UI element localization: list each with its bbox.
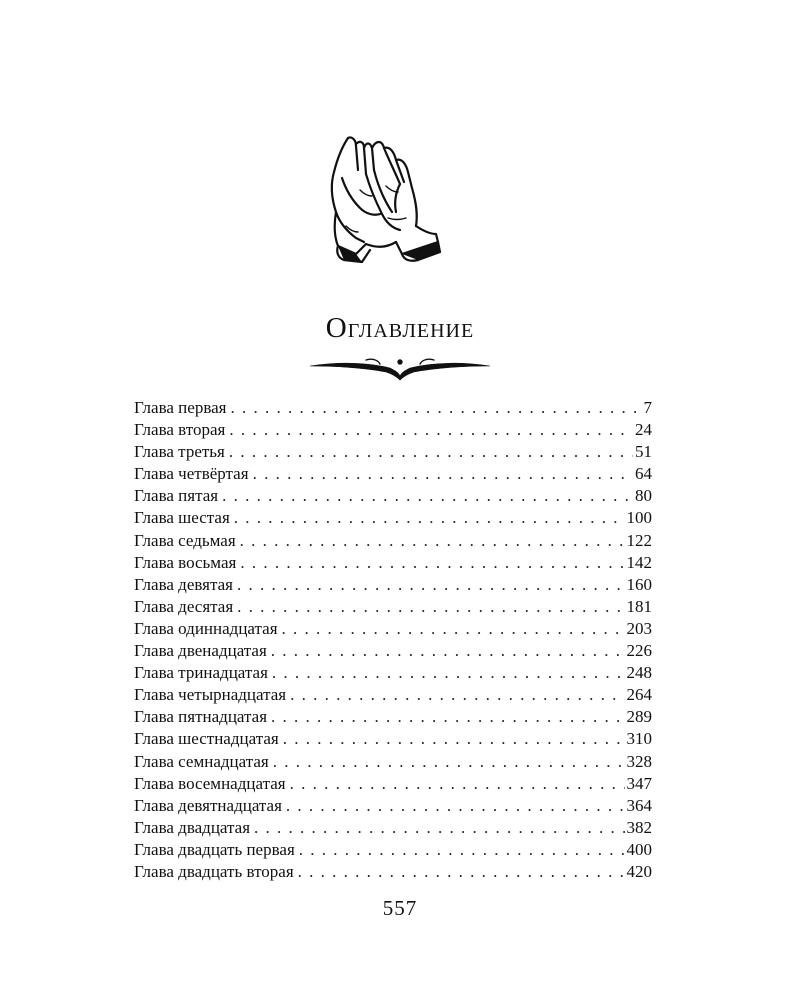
toc-entry-label: Глава девятая xyxy=(134,574,233,594)
toc-entry-page: 80 xyxy=(635,486,652,506)
page-title: Оглавление xyxy=(325,312,475,344)
toc-entry-label: Глава двадцать первая xyxy=(134,839,295,859)
toc-entry-page: 51 xyxy=(635,442,652,462)
toc-entry[interactable] xyxy=(134,485,652,507)
dot-leader xyxy=(254,817,624,839)
dot-leader xyxy=(234,507,625,529)
toc-entry-label: Глава шестнадцатая xyxy=(134,729,279,749)
toc-entry-page: 310 xyxy=(626,729,652,749)
toc-entry[interactable] xyxy=(134,817,652,839)
toc-entry[interactable] xyxy=(134,419,652,441)
dot-leader xyxy=(271,706,624,728)
dot-leader xyxy=(229,441,633,463)
toc-entry-label: Глава шестая xyxy=(134,508,230,528)
toc-entry[interactable] xyxy=(134,728,652,750)
toc-entry-page: 100 xyxy=(626,508,652,528)
toc-entry[interactable] xyxy=(134,861,652,883)
toc-entry-page: 226 xyxy=(626,641,652,661)
praying-hands-icon xyxy=(326,130,444,270)
table-of-contents xyxy=(134,397,652,883)
toc-entry-page: 382 xyxy=(626,817,652,837)
toc-entry-label: Глава восемнадцатая xyxy=(134,773,286,793)
toc-entry[interactable] xyxy=(134,662,652,684)
toc-entry[interactable] xyxy=(134,596,652,618)
toc-entry[interactable] xyxy=(134,640,652,662)
toc-entry-page: 289 xyxy=(626,707,652,727)
dot-leader xyxy=(290,684,624,706)
toc-entry-page: 122 xyxy=(626,530,652,550)
toc-entry-label: Глава пятнадцатая xyxy=(134,707,268,727)
toc-entry[interactable] xyxy=(134,706,652,728)
ornament-divider xyxy=(306,356,494,382)
dot-leader xyxy=(231,397,642,419)
toc-entry-page: 181 xyxy=(626,596,652,616)
toc-entry-label: Глава одиннадцатая xyxy=(134,618,278,638)
toc-entry-page: 420 xyxy=(626,861,652,881)
toc-entry-label: Глава девятнадцатая xyxy=(134,795,282,815)
toc-entry-page: 328 xyxy=(626,751,652,771)
toc-entry-label: Глава вторая xyxy=(134,420,226,440)
toc-entry[interactable] xyxy=(134,552,652,574)
dot-leader xyxy=(229,419,633,441)
toc-entry[interactable] xyxy=(134,773,652,795)
toc-entry-label: Глава первая xyxy=(134,398,227,417)
toc-entry-label: Глава пятая xyxy=(134,486,219,506)
toc-entry[interactable] xyxy=(134,530,652,552)
toc-entry-page: 264 xyxy=(626,685,652,705)
toc-entry[interactable] xyxy=(134,507,652,529)
dot-leader xyxy=(273,751,625,773)
toc-entry-page: 64 xyxy=(635,464,652,484)
page-number: 557 xyxy=(382,896,418,920)
toc-entry-page: 248 xyxy=(626,663,652,683)
toc-entry-page: 160 xyxy=(626,574,652,594)
dot-leader xyxy=(237,574,625,596)
dot-leader xyxy=(283,728,625,750)
toc-entry[interactable] xyxy=(134,795,652,817)
dot-leader xyxy=(272,662,625,684)
toc-entry-page: 347 xyxy=(626,773,652,793)
toc-entry[interactable] xyxy=(134,441,652,463)
dot-leader xyxy=(299,839,625,861)
toc-entry-label: Глава двенадцатая xyxy=(134,641,267,661)
toc-entry-label: Глава двадцатая xyxy=(134,817,251,837)
toc-entry[interactable] xyxy=(134,397,652,419)
dot-leader xyxy=(237,596,624,618)
toc-entry[interactable] xyxy=(134,839,652,861)
toc-entry-page: 364 xyxy=(626,795,652,815)
toc-entry-label: Глава тринадцатая xyxy=(134,663,268,683)
toc-entry-label: Глава третья xyxy=(134,442,225,462)
toc-entry[interactable] xyxy=(134,574,652,596)
dot-leader xyxy=(290,773,625,795)
toc-entry-label: Глава четырнадцатая xyxy=(134,685,287,705)
toc-entry-label: Глава восьмая xyxy=(134,552,237,572)
dot-leader xyxy=(271,640,625,662)
dot-leader xyxy=(253,463,633,485)
dot-leader xyxy=(286,795,625,817)
toc-entry-page: 203 xyxy=(626,618,652,638)
toc-entry-label: Глава десятая xyxy=(134,596,234,616)
toc-entry-label: Глава семнадцатая xyxy=(134,751,269,771)
toc-entry[interactable] xyxy=(134,463,652,485)
toc-entry-page: 7 xyxy=(643,398,652,417)
dot-leader xyxy=(282,618,625,640)
toc-entry[interactable] xyxy=(134,618,652,640)
toc-entry-page: 24 xyxy=(635,420,652,440)
dot-leader xyxy=(222,485,633,507)
dot-leader xyxy=(240,552,624,574)
dot-leader xyxy=(240,530,625,552)
toc-entry-label: Глава седьмая xyxy=(134,530,236,550)
toc-entry[interactable] xyxy=(134,751,652,773)
toc-entry-label: Глава четвёртая xyxy=(134,464,249,484)
toc-entry-label: Глава двадцать вторая xyxy=(134,861,294,881)
dot-leader xyxy=(298,861,625,883)
toc-entry[interactable] xyxy=(134,684,652,706)
toc-entry-page: 142 xyxy=(626,552,652,572)
toc-entry-page: 400 xyxy=(626,839,652,859)
